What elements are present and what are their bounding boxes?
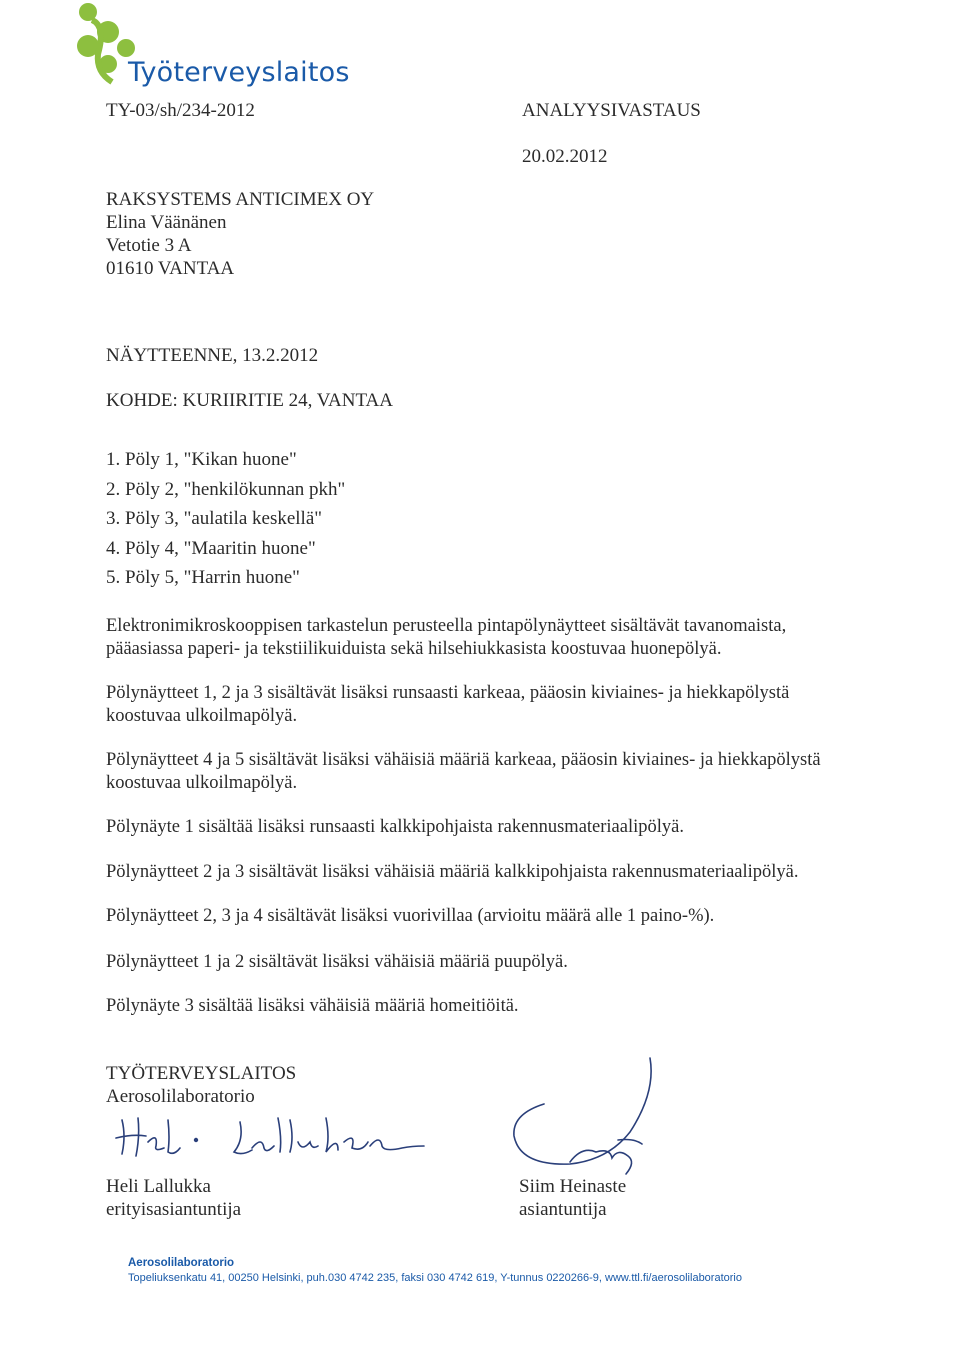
footer-unit: Aerosolilaboratorio bbox=[128, 1257, 235, 1269]
list-item: 4. Pöly 4, "Maaritin huone" bbox=[106, 537, 316, 559]
recipient-street: Vetotie 3 A bbox=[106, 235, 192, 256]
sample-date-line: NÄYTTEENNE, 13.2.2012 bbox=[106, 345, 319, 366]
finding-paragraph: Pölynäytteet 1 ja 2 sisältävät lisäksi vähäisiä määriä puupölyä. bbox=[106, 952, 568, 972]
signature-heli-lallukka bbox=[112, 1112, 432, 1168]
signature-siim-heinaste bbox=[500, 1052, 670, 1182]
signatory-title: erityisasiantuntija bbox=[106, 1199, 242, 1220]
finding-paragraph: Pölynäytteet 2 ja 3 sisältävät lisäksi vähäisiä määriä kalkkipohjaista rakennusmateriaalipölyä. bbox=[106, 862, 799, 882]
footer-address: Topeliuksenkatu 41, 00250 Helsinki, puh.030 4742 235, faksi 030 4742 619, Y-tunnus 0220266-9, www.ttl.fi/aerosolilaboratorio bbox=[128, 1272, 742, 1284]
organization-name: TYÖTERVEYSLAITOS bbox=[106, 1063, 297, 1084]
finding-paragraph: Pölynäyte 3 sisältää lisäksi vähäisiä määriä homeitiöitä. bbox=[106, 996, 519, 1016]
list-item: 2. Pöly 2, "henkilökunnan pkh" bbox=[106, 478, 346, 500]
sample-list bbox=[106, 445, 345, 593]
signatory-title: asiantuntija bbox=[519, 1199, 607, 1220]
recipient-person: Elina Väänänen bbox=[106, 212, 227, 233]
document-type: ANALYYSIVASTAUS bbox=[522, 100, 701, 121]
signatory-name: Siim Heinaste bbox=[519, 1176, 627, 1197]
list-item: 5. Pöly 5, "Harrin huone" bbox=[106, 567, 300, 588]
finding-paragraph: Elektronimikroskooppisen tarkastelun perusteella pintapölynäytteet sisältävät tavanomaista, pääasiassa paperi- ja tekstiilikuiduista sekä hilsehiukkasista koostuvaa huonepölyä. bbox=[106, 616, 787, 659]
finding-paragraph: Pölynäyte 1 sisältää lisäksi runsaasti kalkkipohjaista rakennusmateriaalipölyä. bbox=[106, 817, 684, 837]
recipient-company: RAKSYSTEMS ANTICIMEX OY bbox=[106, 189, 375, 210]
recipient-city: 01610 VANTAA bbox=[106, 258, 235, 279]
list-item: 3. Pöly 3, "aulatila keskellä" bbox=[106, 508, 323, 529]
list-item: 1. Pöly 1, "Kikan huone" bbox=[106, 449, 297, 470]
document-date: 20.02.2012 bbox=[522, 146, 608, 167]
signatory-name: Heli Lallukka bbox=[106, 1176, 211, 1197]
organization-logo-text: Työterveyslaitos bbox=[128, 57, 350, 88]
finding-paragraph: Pölynäytteet 1, 2 ja 3 sisältävät lisäksi runsaasti karkeaa, pääosin kiviaines- ja hiekkapölystä koostuvaa ulkoilmapölyä. bbox=[106, 683, 790, 726]
finding-paragraph: Pölynäytteet 2, 3 ja 4 sisältävät lisäksi vuorivillaa (arvioitu määrä alle 1 paino-%). bbox=[106, 906, 715, 926]
target-line: KOHDE: KURIIRITIE 24, VANTAA bbox=[106, 390, 393, 411]
finding-paragraph: Pölynäytteet 4 ja 5 sisältävät lisäksi vähäisiä määriä karkeaa, pääosin kiviaines- ja hiekkapölystä koostuvaa ulkoilmapölyä. bbox=[106, 750, 821, 793]
organization-unit: Aerosolilaboratorio bbox=[106, 1086, 255, 1107]
document-reference: TY-03/sh/234-2012 bbox=[106, 100, 255, 121]
